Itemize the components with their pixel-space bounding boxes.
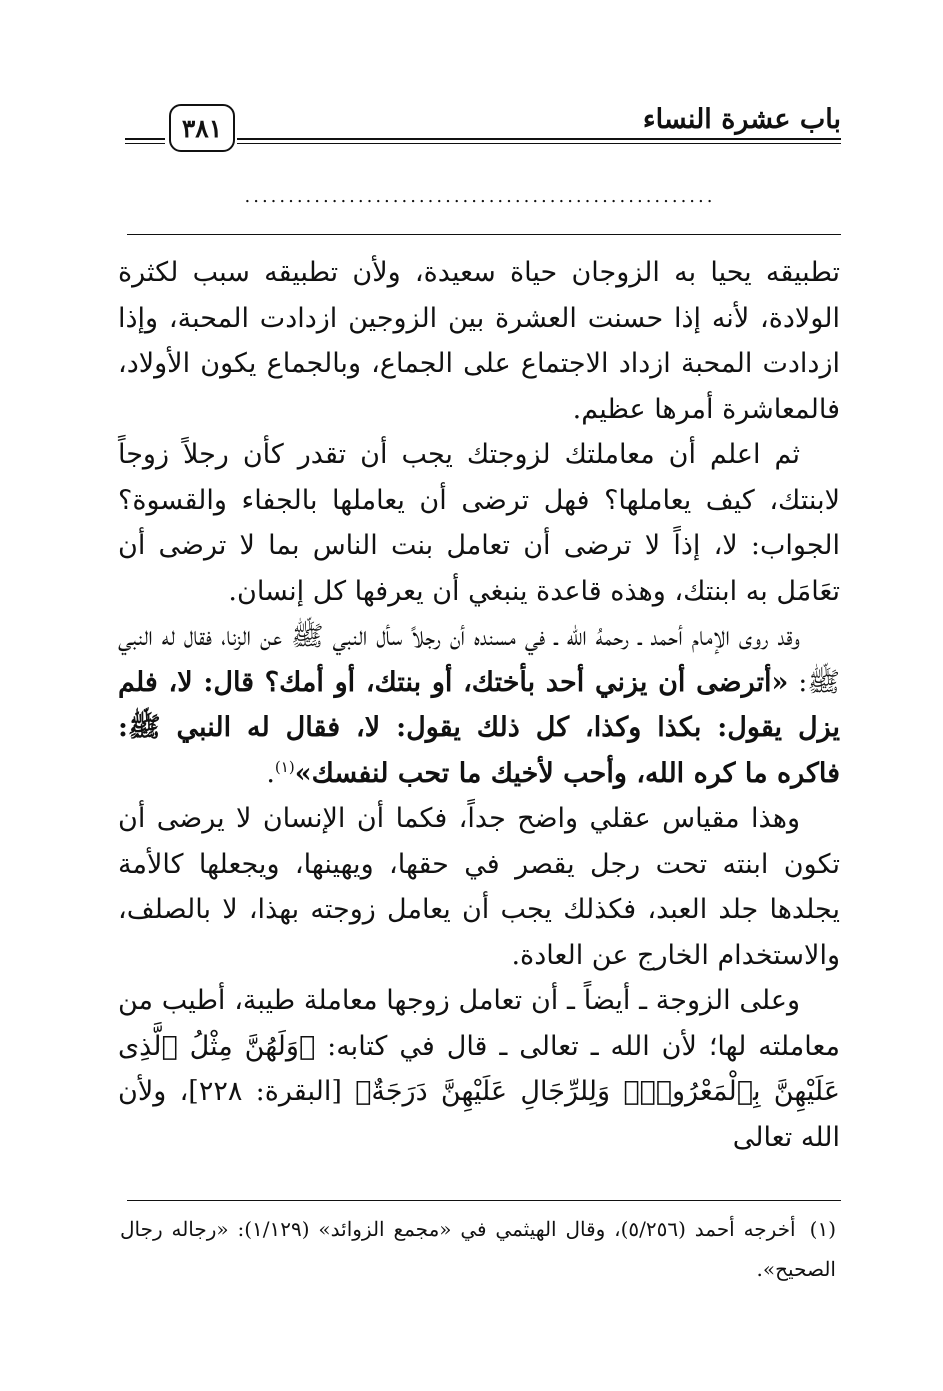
paragraph-5-intro: وعلى الزوجة ـ أيضاً ـ أن تعامل زوجها معاملة طيبة، أطيب من معاملته لها؛ لأن الله ـ تعالى ـ قال في كتابه:	[118, 985, 840, 1062]
footnote	[120, 1209, 836, 1289]
separator-line	[127, 234, 841, 235]
header-rule-short	[125, 138, 165, 144]
paragraph-2: ثم اعلم أن معاملتك لزوجتك يجب أن تقدر كأن رجلاً زوجاً لابنتك، كيف يعاملها؟ فهل ترضى أن يعاملها بالجفاء والقسوة؟ الجواب: لا، إذاً لا ترضى أن تعامل بنت الناس بما لا ترضى أن تعَامَل به ابنتك، وهذه قاعدة ينبغي أن يعرفها كل إنسان.	[118, 439, 840, 607]
header-rule	[237, 138, 841, 144]
page-number: ٣٨١	[181, 113, 223, 143]
footnote-text: أخرجه أحمد (٥/٢٥٦)، وقال الهيثمي في «مجمع الزوائد» (١/١٢٩): «رجاله رجال الصحيح».	[120, 1217, 836, 1281]
paragraph-4: وهذا مقياس عقلي واضح جداً، فكما أن الإنسان لا يرضى أن تكون ابنته تحت رجل يقصر في حقها، ويهينها، ويجعلها كالأمة يجلدها جلد العبد، فكذلك يجب أن يعامل زوجته بهذا، لا بالصلف، والاستخدام الخارج عن العادة.	[118, 803, 840, 971]
footnote-separator	[127, 1200, 841, 1201]
paragraph-3-end: .	[266, 757, 275, 789]
footnote-reference[interactable]: (١)	[274, 757, 295, 776]
hadith-quote: «أترضى أن يزني أحد بأختك، أو بنتك، أو أمك؟ قال: لا، فلم يزل يقول: بكذا وكذا، كل ذلك يقول: لا، فقال له النبي ﷺ: فاكره ما كره الله، وأحب لأخيك ما تحب لنفسك»	[118, 666, 840, 789]
paragraph-3-intro: وقد روى الإمام أحمد ـ رحمهُ الله ـ في مسنده أن رجلاً سأل النبي ﷺ عن الزنا، فقال له النبي ﷺ:	[118, 621, 840, 698]
page-header	[125, 100, 841, 156]
paragraph-3	[118, 614, 840, 796]
body-text	[118, 250, 840, 1160]
page-number-frame	[169, 104, 235, 152]
dotted-divider: ......................................................	[244, 186, 716, 207]
paragraph-5	[118, 978, 840, 1160]
chapter-title: باب عشرة النساء	[642, 104, 841, 135]
quran-verse: ﴿وَلَهُنَّ مِثْلُ ٱلَّذِى عَلَيْهِنَّ بِٱلْمَعْرُوفِۚ وَلِلرِّجَالِ عَلَيْهِنَّ دَرَجَةٌ﴾	[118, 1030, 840, 1107]
paragraph-5-end: [البقرة: ٢٢٨]، ولأن الله تعالى	[118, 1076, 840, 1153]
footnote-marker: (١)	[809, 1217, 836, 1241]
paragraph-1: تطبيقه يحيا به الزوجان حياة سعيدة، ولأن تطبيقه سبب لكثرة الولادة، لأنه إذا حسنت العشرة بين الزوجين ازدادت المحبة، وإذا ازدادت المحبة ازداد الاجتماع على الجماع، وبالجماع يكون الأولاد، فالمعاشرة أمرها عظيم.	[118, 257, 840, 425]
